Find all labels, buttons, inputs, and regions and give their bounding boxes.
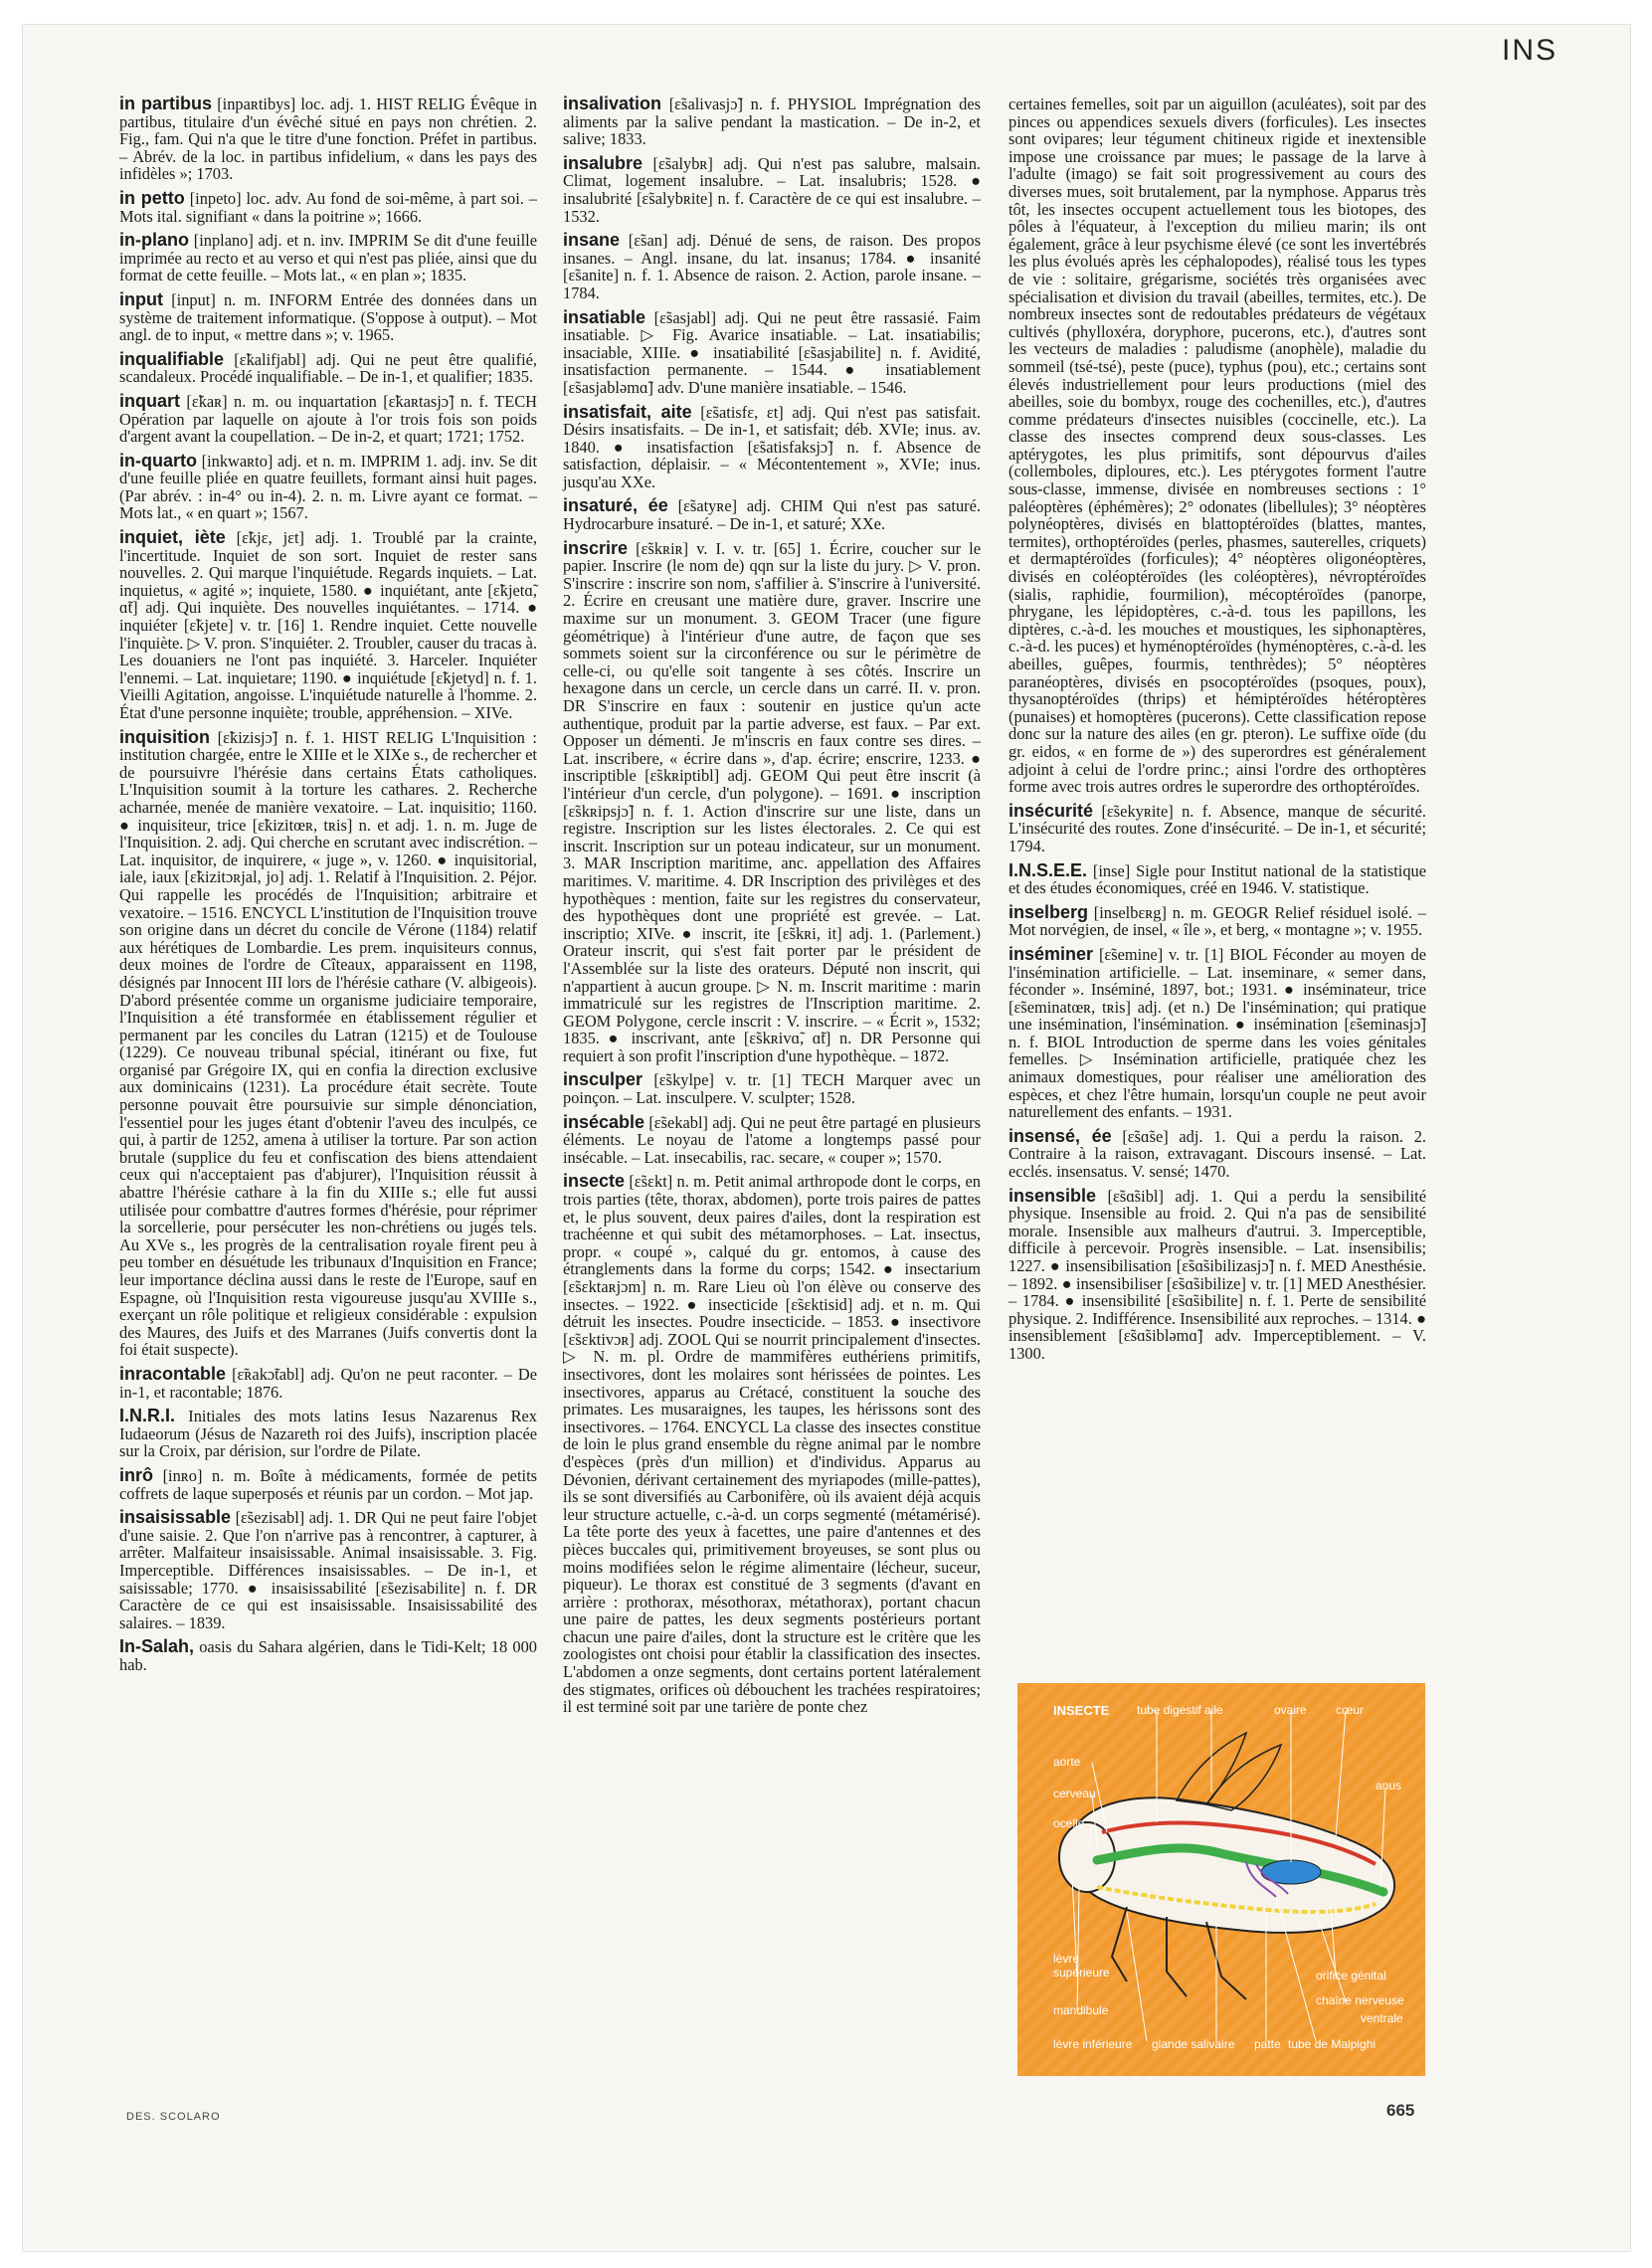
entry-definition: [ɛ̃sɛkt] n. m. Petit animal arthropode dont le corps, en trois parties (tête, thorax, abdomen), porte trois paires de pattes et, le plus souvent, deux paires d'ailes, dont la respiration est trachéenne et qui subit des métamorphoses. – Lat. insectus, propr. « coupé », calqué du gr. entomos, à cause des étranglements dans la forme du corps; 1542. ● insectarium [ɛ̃sɛktaʀjɔm] n. m. Rare Lieu où l'on élève ou conserve des insectes. – 1922. ● insecticide [ɛ̃sɛktisid] adj. et n. m. Qui détruit les insectes. Poudre insecticide. – 1853. ● insectivore [ɛ̃sɛktivɔʀ] adj. ZOOL Qui se nourrit principalement d'insectes. ▷ N. m. pl. Ordre de mammifères euthériens primitifs, insectivores, dont les molaires sont hérissées de pointes. Les insectivores, apparus au Crétacé, constituent la souche des primates. Les musaraignes, les taupes, les hérissons sont des insectivores. – 1764. ENCYCL La classe des insectes constitue de loin le plus grand ensemble du règne animal par le nombre d'espèces (près d'un million) et d'individus. Apparus au Dévonien, dérivant certainement des myriapodes (mille-pattes), ils se sont diversifiés au Carbonifère, où ils avaient déjà acquis leur structure actuelle, c.-à-d. un corps segmenté (métamérisé). La tête porte des yeux à facettes, une paire d'antennes et des pièces buccales qui, primitivement broyeuses, se sont plus ou moins modifiées selon le régime alimentaire (lécheur, suceur, piqueur). Le thorax est constitué de 3 segments (d'avant en arrière : prothorax, mésothorax, métathorax), portant chacun une paire de pattes, les deux segments postérieurs portant chacun une paire d'ailes, dont la structure est le critère que les zoologistes ont choisi pour établir la classification des insectes. L'abdomen a onze segments, dont certains portent latéralement des stigmates, orifices où débouchent les trachées respiratoires; il est terminé soit par une tarière de ponte chez — [563, 1172, 981, 1717]
entry-headword: insatisfait, aite — [563, 401, 692, 422]
dictionary-entry — [1009, 943, 1426, 1122]
entry-headword: insécurité — [1009, 800, 1094, 821]
entry-headword: inquisition — [119, 726, 210, 747]
entry-definition: [ɛ̃sekyʀite] n. f. Absence, manque de sécurité. L'insécurité des routes. Zone d'insécurité. – De in-1, et sécurité; 1794. — [1009, 801, 1426, 855]
entry-definition: [ɛ̃sɑ̃sibl] adj. 1. Qui a perdu la sensibilité physique. Insensible au froid. 2. Qui n'a pas de sensibilité morale. Insensible aux malheurs d'autrui. 3. Imperceptible, difficile à percevoir. Progrès insensible. – Lat. insensibilis; 1227. ● insensibilisation [ɛ̃sɑ̃sibilizasjɔ̃] n. f. MED Anesthésie. – 1892. ● insensibiliser [ɛ̃sɑ̃sibilize] v. tr. [1] MED Anesthésier. – 1784. ● insensibilité [ɛ̃sɑ̃sibilite] n. f. 1. Perte de sensibilité physique. 2. Indifférence. Insensibilité aux reproches. – 1314. ● insensiblement [ɛ̃sɑ̃sibləmɑ̃] adv. Imperceptiblement. – V. 1300. — [1009, 1186, 1426, 1363]
dictionary-entry — [119, 1363, 537, 1402]
column-2 — [563, 95, 981, 1723]
column-3 — [1009, 95, 1426, 1370]
insect-body — [1068, 1797, 1394, 1933]
entry-headword: I.N.R.I. — [119, 1406, 176, 1426]
label-levre-superieure: lèvre supérieure — [1053, 1952, 1110, 1980]
entry-definition: [ɛ̃semine] v. tr. [1] BIOL Féconder au moyen de l'insémination artificielle. – Lat. inseminare, « semer dans, féconder ». Inséminé, 1897, bot.; 1931. ● inséminateur, trice [ɛ̃seminatœʀ, tʀis] adj. (et n.) De l'insémination; qui pratique une insémination, l'insémination. ● insémination [ɛ̃seminasjɔ̃] n. f. BIOL Introduction de sperme dans les voies génitales femelles. ▷ Insémination artificielle, pratiquée chez les animaux domestiques, pour réaliser une amélioration des espèces, et chez l'être humain, lorsqu'un couple ne peut avoir naturellement des enfants. – 1931. — [1009, 944, 1426, 1122]
entry-headword: inquiet, iète — [119, 527, 226, 548]
entry-definition: [input] n. m. INFORM Entrée des données dans un système de traitement informatique. (S'oppose à output). – Mot angl. de to input, « mettre dans »; v. 1965. — [119, 289, 537, 345]
dictionary-entry — [119, 1509, 537, 1631]
entry-definition: [ɛ̃satisfɛ, ɛt] adj. Qui n'est pas satisfait. Désirs insatisfaits. – De in-1, et satisfait; déb. XVIe; inus. av. 1840. ● insatisfaction [ɛ̃satisfaksjɔ̃] n. f. Absence de satisfaction, déplaisir. – « Mécontentement », XVIe; inus. jusqu'au XXe. — [563, 402, 981, 491]
entry-headword: inscrire — [563, 537, 629, 558]
dictionary-entry — [119, 348, 537, 387]
dictionary-entry — [119, 1638, 537, 1673]
entry-headword: insatiable — [563, 306, 646, 327]
entry-headword: inquart — [119, 390, 180, 411]
dictionary-entry — [1009, 95, 1426, 796]
entry-definition: oasis du Sahara algérien, dans le Tidi-Kelt; 18 000 hab. — [119, 1637, 537, 1674]
entry-definition: [ɛ̃san] adj. Dénué de sens, de raison. Des propos insanes. – Angl. insane, du lat. insanus; 1784. ● insanité [ɛ̃sanite] n. f. 1. Absence de raison. 2. Action, parole insane. – 1784. — [563, 231, 981, 302]
page-number: 665 — [1386, 2101, 1415, 2120]
entry-definition: [ɛ̃kizisjɔ̃] n. f. 1. HIST RELIG L'Inquisition : institution chargée, entre le XIIIe et le XIXe s., de rechercher et de poursuivre l'hérésie dans certains États catholiques. L'Inquisition soumit à la torture les cathares. 2. Recherche acharnée, menée de manière vexatoire. – Lat. inquisitio; 1160. ● inquisiteur, trice [ɛ̃kizitœʀ, tʀis] n. et adj. 1. n. m. Juge de l'Inquisition. 2. adj. Qui cherche en scrutant avec indiscrétion. – Lat. inquisitor, de inquirere, « juge », v. 1260. ● inquisitorial, iale, iaux [ɛ̃kizitɔʀjal, jo] adj. 1. Relatif à l'Inquisition. 2. Péjor. Qui rappelle les procédés de l'Inquisition; arbitraire et vexatoire. – 1516. ENCYCL L'institution de l'Inquisition trouve son origine dans un décret du concile de Vérone (1184) relatif aux hérétiques de Lombardie. Les prem. inquisiteurs connus, deux moines de l'ordre de Cîteaux, apparaissent en 1198, désignés par Innocent III lors de l'hérésie cathare (V. albigeois). D'abord présentée comme un organisme judiciaire temporaire, l'Inquisition a été transformée en établissement régulier et permanent par les conciles du Latran (1215) et de Toulouse (1229). Ce nouveau tribunal spécial, itinérant ou fixe, fut organisé par Grégoire IX, qui en confia la direction exclusive aux dominicains (1231). La procédure était secrète. Toute personne pouvait être poursuivie sur simple dénonciation, l'essentiel pour les juges étant d'obtenir l'aveu des inculpés, ce qui, à partir de 1252, amena à utiliser la torture. Par son action brutale (supplice du feu et confiscation des biens attendaient ceux qui n'acceptaient pas d'abjurer), l'Inquisition réussit à abattre l'hérésie cathare à la fin du XIIIe s.; elle fut aussi utilisée pour combattre d'autres formes d'hérésie, pour réprimer la sorcellerie, pour persécuter les non-chrétiens ou jugés tels. Au XVe s., les progrès de la centralisation royale firent peu à peu tomber en désuétude les tribunaux d'Inquisition en France; leur importance déclina aussi dans le reste de l'Europe, sauf en Espagne, où l'Inquisition resta vigoureuse jusqu'au XVIIIe s., exerçant un rôle politique et religieux considérable : expulsion des Maures, des Juifs et des Marranes (Juifs convertis dont la foi était suspecte). — [119, 727, 537, 1360]
entry-definition: [inpeto] loc. adv. Au fond de soi-même, à part soi. – Mots ital. signifiant « dans la poitrine »; 1666. — [119, 188, 537, 226]
entry-definition: [ɛ̃sekabl] adj. Qui ne peut être partagé en plusieurs éléments. Le noyau de l'atome a longtemps passé pour insécable. – Lat. insecabilis, rac. secare, « couper »; 1570. — [563, 1112, 981, 1167]
entry-definition: [inʀo] n. m. Boîte à médicaments, formée de petits coffrets de laque superposés et réunis par un cordon. – Mot jap. — [119, 1465, 537, 1503]
entry-headword: insaturé, ée — [563, 495, 668, 516]
entry-headword: insane — [563, 230, 621, 251]
label-aorte: aorte — [1053, 1755, 1081, 1769]
entry-headword: inséminer — [1009, 943, 1094, 964]
dictionary-entry — [1009, 800, 1426, 855]
entry-definition: [inselbɛʀg] n. m. GEOGR Relief résiduel isolé. – Mot norvégien, de insel, « île », et berg, « montagne »; v. 1955. — [1009, 902, 1426, 940]
label-coeur: cœur — [1336, 1703, 1364, 1717]
dictionary-entry — [1009, 1125, 1426, 1182]
dictionary-entry — [563, 1173, 981, 1715]
dictionary-entry — [563, 537, 981, 1065]
dictionary-entry — [119, 726, 537, 1360]
dictionary-entry — [563, 306, 981, 397]
entry-headword: in-plano — [119, 230, 189, 251]
label-tube-digestif: tube digestif — [1137, 1703, 1201, 1717]
dictionary-entry — [119, 187, 537, 226]
dictionary-entry — [119, 232, 537, 284]
running-header: INS — [1501, 34, 1558, 67]
dictionary-entry — [119, 288, 537, 345]
wing-2 — [1206, 1745, 1281, 1810]
entry-headword: insculper — [563, 1069, 643, 1090]
label-cerveau: cerveau — [1053, 1787, 1096, 1800]
entry-definition: [ɛ̃salivasjɔ̃] n. f. PHYSIOL Imprégnation des aliments par la salive pendant la mastication. – De in-2, et salive; 1833. — [563, 94, 981, 149]
entry-headword: inrô — [119, 1464, 153, 1485]
dictionary-entry — [563, 1071, 981, 1106]
entry-definition: [ɛ̃ʀakɔ̃tabl] adj. Qu'on ne peut raconter. – De in-1, et racontable; 1876. — [119, 1364, 537, 1402]
entry-definition: [ɛ̃sɑ̃se] adj. 1. Qui a perdu la raison. 2. Contraire à la raison, extravagant. Discours insensé. – Lat. ecclés. insensatus. V. sensé; 1470. — [1009, 1126, 1426, 1182]
entry-definition: [ɛ̃salybʀ] adj. Qui n'est pas salubre, malsain. Climat, logement insalubre. – Lat. insalubris; 1528. ● insalubrité [ɛ̃salybʀite] n. f. Caractère de ce qui est insalubre. – 1532. — [563, 153, 981, 226]
entry-definition: [inplano] adj. et n. inv. IMPRIM Se dit d'une feuille imprimée au recto et au verso et qui n'est pas pliée, ainsi que du format de cette feuille. – Mots lat., « en plan »; 1835. — [119, 231, 537, 285]
dictionary-entry — [1009, 859, 1426, 898]
dictionary-entry — [119, 450, 537, 523]
entry-headword: in partibus — [119, 94, 213, 113]
label-aile: aile — [1204, 1703, 1223, 1717]
label-ovaire: ovaire — [1274, 1703, 1307, 1717]
label-levre-inferieure: lèvre inférieure — [1053, 2037, 1133, 2051]
entry-headword: in petto — [119, 187, 185, 208]
entry-definition: [ɛ̃skylpe] v. tr. [1] TECH Marquer avec un poinçon. – Lat. insculpere. V. sculpter; 1528. — [563, 1070, 981, 1108]
entry-definition: Initiales des mots latins Iesus Nazarenus Rex Iudaeorum (Jésus de Nazareth roi des Juifs), inscription placée sur la Croix, par dérision, sur l'ordre de Pilate. — [119, 1407, 537, 1461]
dictionary-entry — [119, 529, 537, 722]
insect-anatomy-illustration — [1017, 1683, 1425, 2076]
entry-definition: [ɛ̃kalifjabl] adj. Qui ne peut être qualifié, scandaleux. Procédé inqualifiable. – De in-1, et qualifier; 1835. — [119, 349, 537, 387]
entry-headword: insecte — [563, 1171, 626, 1192]
label-anus: anus — [1376, 1779, 1402, 1793]
dictionary-entry — [119, 1464, 537, 1503]
entry-headword: insaisissable — [119, 1507, 232, 1528]
label-orifice-genital: orifice génital — [1316, 1969, 1386, 1983]
entry-headword: insalubre — [563, 152, 643, 173]
diagram-title: INSECTE — [1053, 1703, 1110, 1718]
dictionary-entry — [563, 1111, 981, 1167]
entry-headword: inqualifiable — [119, 348, 225, 369]
entry-headword: insécable — [563, 1111, 645, 1132]
dictionary-entry — [119, 95, 537, 183]
entry-headword: insalivation — [563, 94, 662, 113]
dictionary-entry — [1009, 901, 1426, 940]
dictionary-entry — [119, 1408, 537, 1460]
label-mandibule: mandibule — [1053, 2003, 1109, 2017]
entry-headword: insensible — [1009, 1185, 1097, 1206]
entry-headword: input — [119, 288, 163, 309]
dictionary-entry — [563, 95, 981, 148]
entry-headword: I.N.S.E.E. — [1009, 859, 1088, 880]
entry-definition: [inpaʀtibys] loc. adj. 1. HIST RELIG Évêque in partibus, titulaire d'un évêché situé en pays non chrétien. 2. Fig., fam. Qui n'a que le titre d'une fonction. Préfet in partibus. – Abrév. de la loc. in partibus infidelium, « dans les pays des infidèles »; 1703. — [119, 94, 537, 184]
entry-definition: [ɛ̃satyʀe] adj. CHIM Qui n'est pas saturé. Hydrocarbure insaturé. – De in-1, et saturé; XXe. — [563, 496, 981, 534]
entry-headword: inracontable — [119, 1363, 227, 1384]
dictionary-entry — [119, 390, 537, 447]
entry-definition: [ɛ̃skʀiʀ] v. I. v. tr. [65] 1. Écrire, coucher sur le papier. Inscrire (le nom de) qqn sur la liste du jury. ▷ V. pron. S'inscrire : inscrire son nom, s'affilier à. S'inscrire à l'université. 2. Écrire en creusant une matière dure, graver. Inscrire une maxime sur un monument. 3. GEOM Tracer (une figure géométrique) à l'intérieur d'une autre, de façon que ses sommets soient sur la circonférence ou sur le périmètre de celle-ci, ou qu'elle soit tangente à ses côtés. Inscrire un hexagone dans un cercle, un cercle dans un carré. II. v. pron. DR S'inscrire en faux : soutenir en justice qu'un acte authentique, produit par la partie adverse, est faux. – Par ext. Opposer un démenti. Je m'inscris en faux contre ses dires. – Lat. inscribere, « écrire dans », d'ap. écrire; enscrire, 1233. ● inscriptible [ɛ̃skʀiptibl] adj. GEOM Qui peut être inscrit (à l'intérieur d'un cercle, d'un polygone). – 1691. ● inscription [ɛ̃skʀipsjɔ̃] n. f. 1. Action d'inscrire sur une liste, dans un registre. Inscription sur les listes électorales. 2. Ce qui est inscrit. Inscription sur un poteau indicateur, sur un monument. 3. MAR Inscription maritime, anc. appellation des Affaires maritimes. V. maritime. 4. DR Inscription des privilèges et des hypothèques : mention, faite sur les registres du conservateur, des hypothèques dont une propriété est grevée. – Lat. inscriptio; XIVe. ● inscrit, ite [ɛ̃skʀi, it] adj. 1. (Parlement.) Orateur inscrit, qui s'est fait porter par le président de l'Assemblée sur la liste des orateurs. Député non inscrit, qui n'appartient à aucun groupe. ▷ N. m. Inscrit maritime : marin immatriculé sur les registres de l'Inscription maritime. 2. GEOM Polygone, cercle inscrit : V. inscrire. – « Écrit », 1532; 1835. ● inscrivant, ante [ɛ̃skʀivɑ̃, ɑ̃t] n. DR Personne qui requiert à son profit l'inscription d'une hypothèque. – 1872. — [563, 538, 981, 1065]
dictionary-entry — [563, 152, 981, 226]
label-glande-salivaire: glande salivaire — [1152, 2037, 1235, 2051]
entry-definition: [ɛ̃kaʀ] n. m. ou inquartation [ɛ̃kaʀtasjɔ̃] n. f. TECH Opération par laquelle on ajoute à l'or trois fois son poids d'argent avant la coupellation. – De in-2, et quart; 1721; 1752. — [119, 391, 537, 447]
entry-definition: certaines femelles, soit par un aiguillon (aculéates), soit par des pinces ou appendices sexuels divers (forficules). Les insectes sont ovipares; leur tégument chitineux rigide et inextensible impose une croissance par mues; le passage de la larve à l'adulte (imago) se fait soit progressivement au cours des diverses mues, soit brutalement, par la nymphose. Apparus très tôt, les insectes occupent actuellement tous les biotopes, des pôles à l'équateur, à l'exception du milieu marin; ils ont également, grâce à leur psychisme élevé (ce sont les invertébrés les plus évolués après les céphalopodes), réalisé tous les types de vie : solitaire, grégarisme, sociétés très organisées avec spécialisation et division du travail (abeilles, termites, etc.). De nombreux insectes sont de redoutables prédateurs de végétaux cultivés (phylloxéra, doryphore, pucerons, etc.), d'autres sont les vecteurs de maladies : paludisme (anophèle), maladie du sommeil (tsé-tsé), peste (puce), typhus (pou), etc.; certains sont élevés industriellement pour leurs productions (miel des abeilles, soie du bombyx, rouge des cochenilles, etc.), d'autres comme prédateurs d'insectes nuisibles (coccinelle, etc.). La classe des insectes comprend deux sous-classes. Les aptérygotes, les plus primitifs, sont dépourvus d'ailes (collemboles, diploures, etc.). Les ptérygotes forment l'autre sous-classe, immense, divisée en nombreuses sections : 1° paléoptères (éphémères); 2° odonates (libellules); 3° néoptères polynéoptères, divisés en blattoptéroïdes (blattes, mantes, termites), orthoptéroïdes (perles, phasmes, sauterelles, criquets) et dermaptéroïdes (forficules); 4° néoptères oligonéoptères, divisés en coléoptéroïdes (les coléoptères), névroptéroïdes (sialis, raphidie, fourmilion), mécoptéroïdes (panorpe, phrygane, les lépidoptères, c.-à-d. tous les papillons, les diptères, c.-à-d. les mouches et moustiques, les siphonaptères, c.-à-d. les puces) et hyménoptéroïdes (hyménoptères, c.-à-d. les abeilles, guêpes, fourmis, tenthrèdes); 5° néoptères paranéoptères, divisés en psocoptéroïdes (psoques, poux), thysanoptéroïdes (thrips) et hémiptéroïdes hétéroptères (punaises) et homoptères (pucerons). Cette classification repose donc sur la nature des ailes (en gr. pteron). Le suffixe oïde (du gr. eidos, « en forme de ») des superordres est généralement adjoint à celui de l'ordre princ.; ainsi l'ordre des orthoptères forme avec trois autres ordres le superordre des orthoptéroïdes. — [1009, 94, 1426, 797]
label-patte: patte — [1254, 2037, 1281, 2051]
label-tube-malpighi: tube de Malpighi — [1288, 2037, 1377, 2051]
footer-credit: DES. SCOLARO — [126, 2111, 221, 2123]
entry-definition: [ɛ̃sezisabl] adj. 1. DR Qui ne peut faire l'objet d'une saisie. 2. Que l'on n'arrive pas à rencontrer, à capturer, à arrêter. Malfaiteur insaisissable. Animal insaisissable. 3. Fig. Imperceptible. Différences insaisissables. – De in-1, et saisissable; 1770. ● insaisissabilité [ɛ̃sezisabilite] n. f. DR Caractère de ce qui est insaisissable. Insaisissabilité des salaires. – 1839. — [119, 1508, 537, 1632]
entry-definition: [ɛ̃sasjabl] adj. Qui ne peut être rassasié. Faim insatiable. ▷ Fig. Avarice insatiable. – Lat. insatiabilis; insaciable, XIIIe. ● insatiabilité [ɛ̃sasjabilite] n. f. Avidité, insatisfaction permanente. – 1544. ● insatiablement [ɛ̃sasjabləmɑ̃] adv. D'une manière insatiable. – 1546. — [563, 307, 981, 397]
label-ocelle: ocelle — [1053, 1816, 1085, 1830]
label-ventrale: ventrale — [1361, 2011, 1403, 2025]
label-chaine-nerveuse: chaîne nerveuse — [1316, 1993, 1404, 2007]
entry-headword: in-quarto — [119, 450, 197, 471]
dictionary-entry — [1009, 1185, 1426, 1363]
entry-definition: [inkwaʀto] adj. et n. m. IMPRIM 1. adj. inv. Se dit d'une feuille pliée en quatre feuillets, formant ainsi huit pages. (Par abrév. : in-4° ou in-4). 2. n. m. Livre ayant ce format. – Mots lat., « en quart »; 1567. — [119, 451, 537, 523]
dictionary-entry — [563, 497, 981, 532]
column-1 — [119, 95, 537, 1680]
entry-headword: In-Salah, — [119, 1636, 195, 1657]
entry-definition: [ɛ̃kjɛ, jɛt] adj. 1. Troublé par la crainte, l'incertitude. Inquiet de son sort. Inquiet de rester sans nouvelles. 2. Qui marque l'inquiétude. Regards inquiets. – Lat. inquietus, « agité »; inquiete, 1580. ● inquiétant, ante [ɛ̃kjetɑ̃, ɑ̃t] adj. Qui inquiète. Des nouvelles inquiétantes. – 1714. ● inquiéter [ɛ̃kjete] v. tr. [16] 1. Rendre inquiet. Cette nouvelle l'inquiète. ▷ V. pron. S'inquiéter. 2. Troubler, causer du tracas à. Les douaniers ne l'ont pas inquiété. 3. Harceler. Inquiéter l'ennemi. – Lat. inquietare; 1190. ● inquiétude [ɛ̃kjetyd] n. f. 1. Vieilli Agitation, angoisse. L'inquiétude naturelle à l'homme. 2. État d'une personne inquiète; trouble, appréhension. – XIVe. — [119, 528, 537, 722]
entry-definition: [inse] Sigle pour Institut national de la statistique et des études économiques, créé en 1946. V. statistique. — [1009, 860, 1426, 898]
dictionary-entry — [563, 232, 981, 301]
dictionary-entry — [563, 401, 981, 491]
entry-headword: insensé, ée — [1009, 1125, 1112, 1146]
entry-headword: inselberg — [1009, 901, 1089, 922]
